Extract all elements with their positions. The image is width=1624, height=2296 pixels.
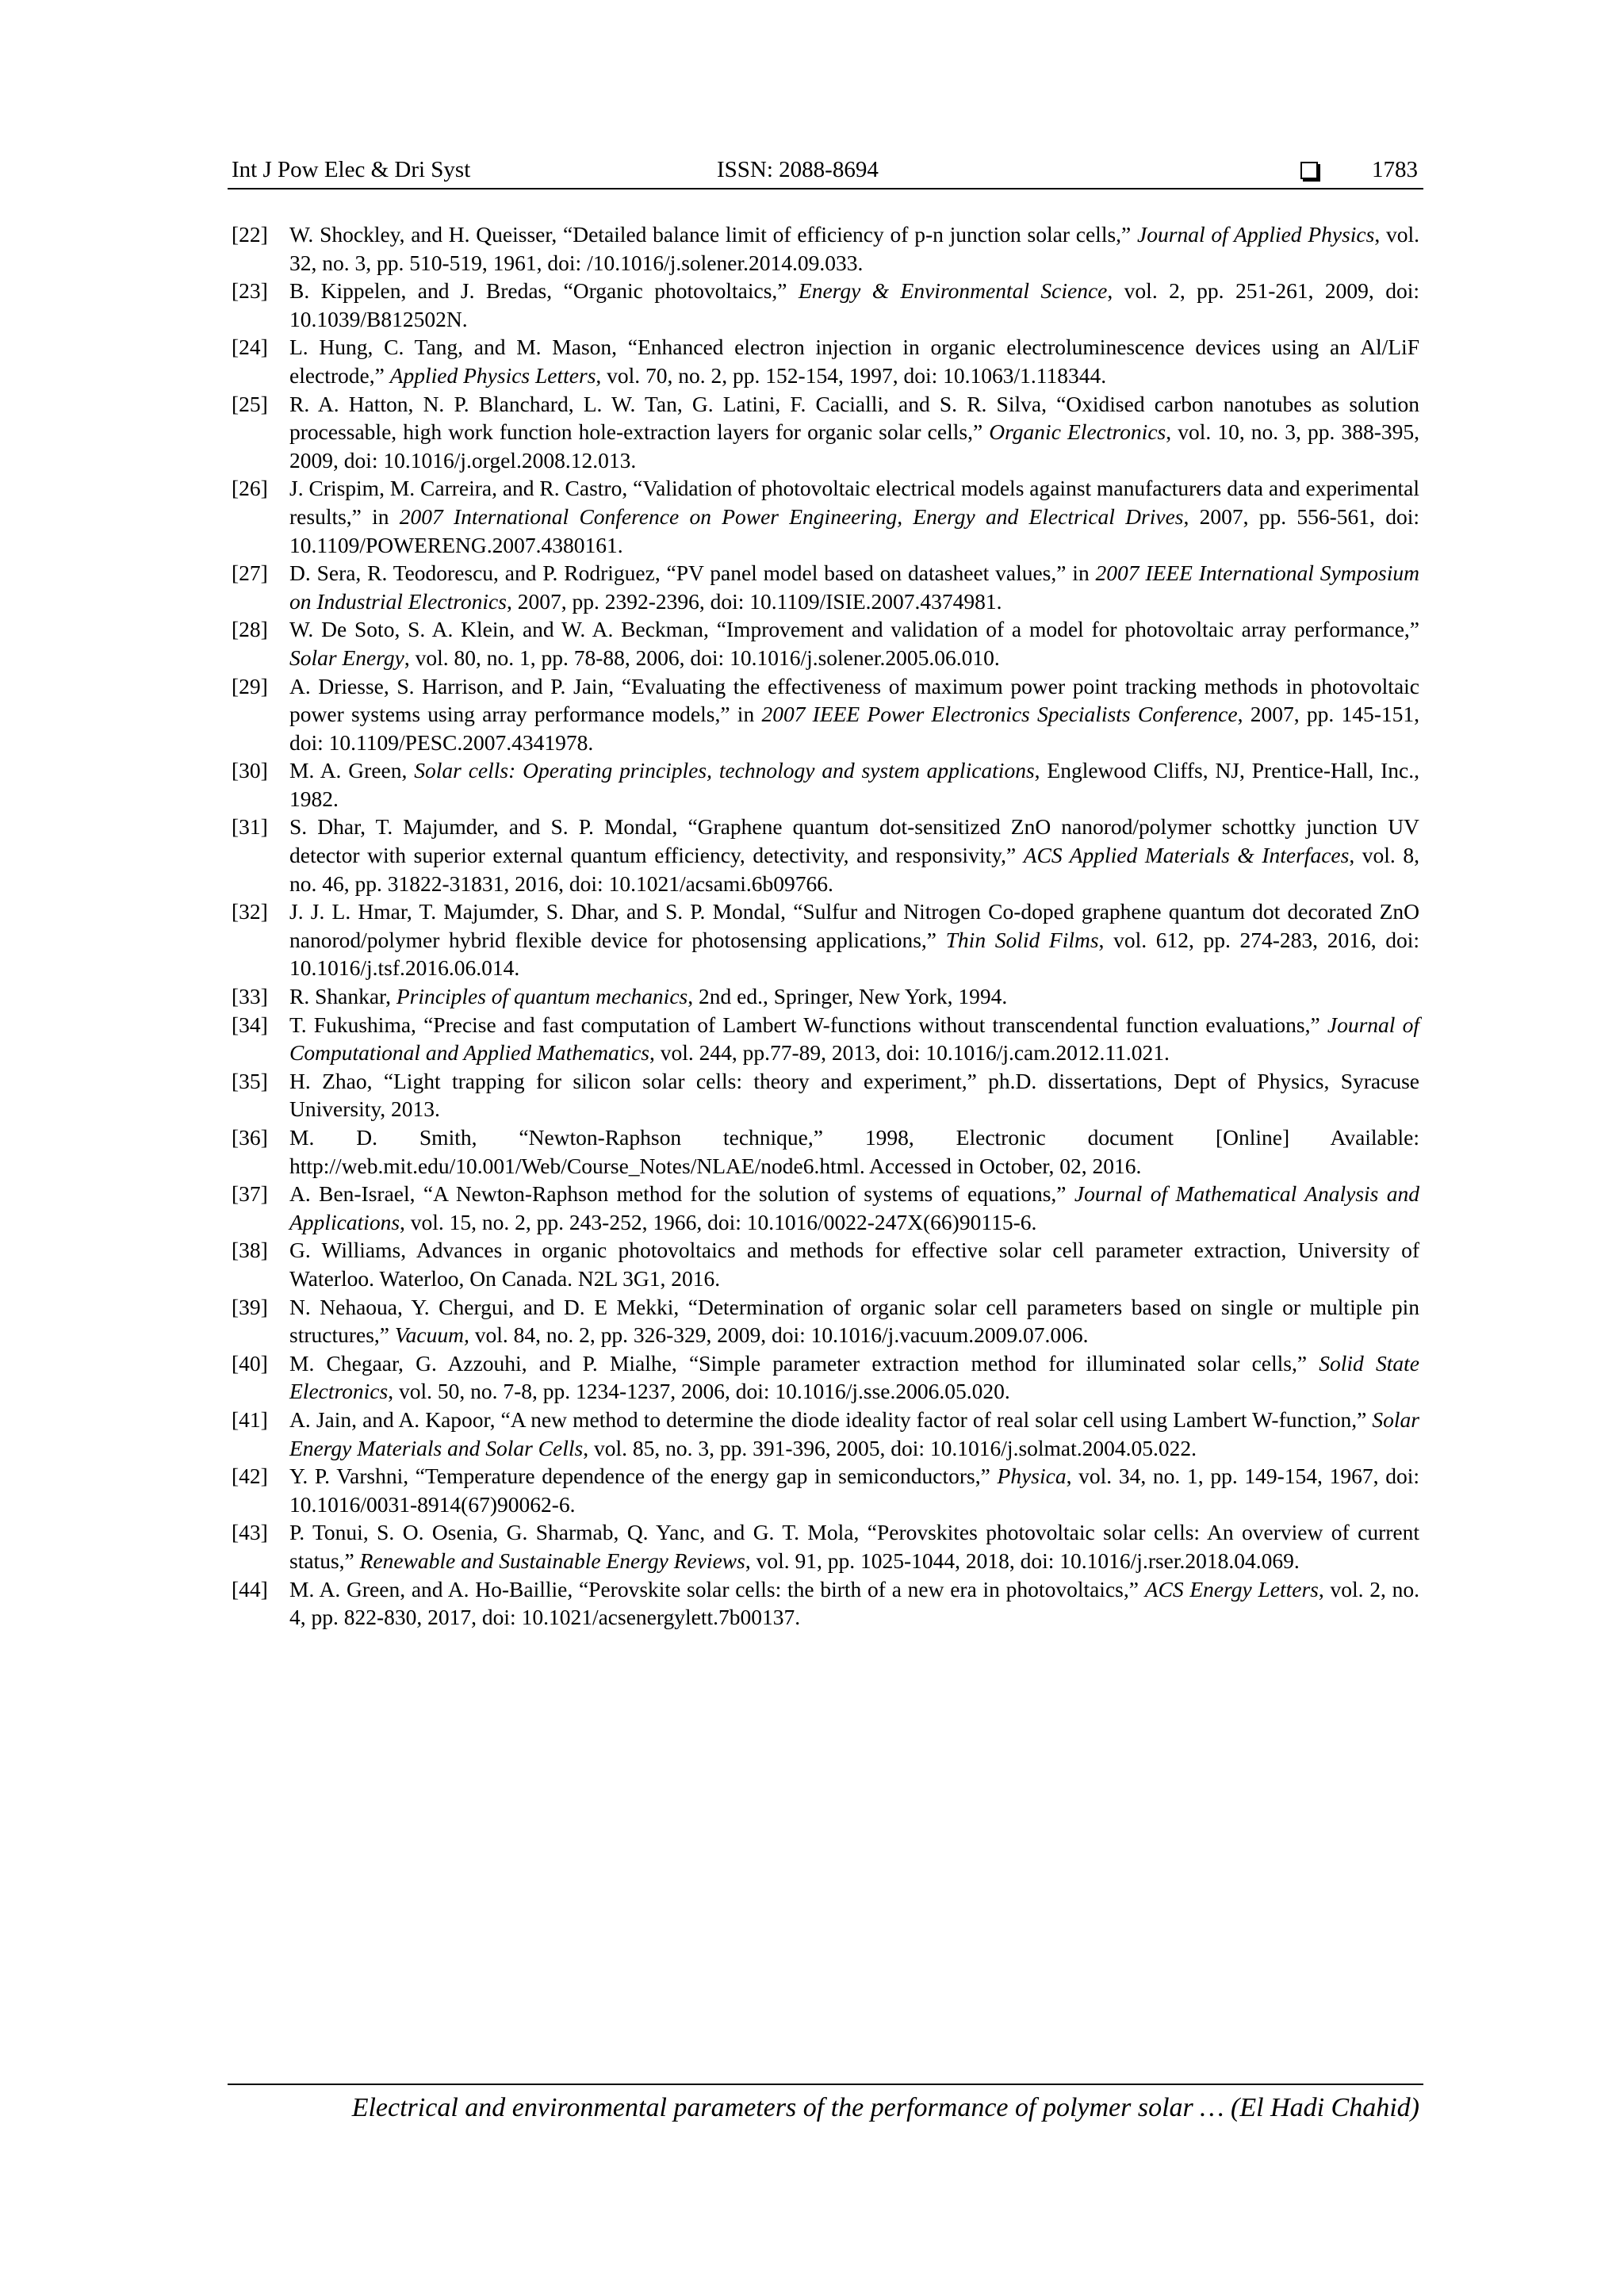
reference-text: M. Chegaar, G. Azzouhi, and P. Mialhe, “Simple parameter extraction method for illuminated solar cells,”	[289, 1350, 1320, 1376]
reference-text: A. Ben-Israel, “A Newton-Raphson method for the solution of systems of equations,”	[289, 1181, 1074, 1207]
reference-source: Journal of Mathematical Analysis and Applications	[289, 1181, 1419, 1234]
reference-source: Organic Electronics	[989, 419, 1166, 445]
reference-item	[232, 1011, 1419, 1067]
reference-source: Solar Energy	[289, 645, 404, 670]
reference-text: G. Williams, Advances in organic photovoltaics and methods for effective solar cell parameter extraction, University of Waterloo. Waterloo, On Canada. N2L 3G1, 2016.	[289, 1238, 1419, 1291]
reference-text: T. Fukushima, “Precise and fast computation of Lambert W-functions without transcendental function evaluations,”	[289, 1012, 1327, 1037]
reference-text: M. A. Green,	[289, 758, 415, 783]
reference-item	[232, 1518, 1419, 1575]
reference-source: 2007 International Conference on Power Engineering, Energy and Electrical Drives	[399, 503, 1184, 529]
running-footer: Electrical and environmental parameters of the performance of polymer solar … (El Hadi Chahid)	[351, 2093, 1419, 2122]
running-header	[232, 155, 1421, 187]
reference-source: ACS Energy Letters	[1144, 1576, 1319, 1601]
reference-item	[232, 813, 1419, 897]
reference-source: Solar cells: Operating principles, technology and system applications	[414, 758, 1035, 783]
reference-details: , vol. 50, no. 7-8, pp. 1234-1237, 2006, doi: 10.1016/j.sse.2006.05.020.	[388, 1379, 1010, 1404]
reference-details: , vol. 80, no. 1, pp. 78-88, 2006, doi: 10.1016/j.solener.2005.06.010.	[404, 645, 1000, 670]
reference-details: , vol. 2, no. 4, pp. 822-830, 2017, doi: 10.1021/acsenergylett.7b00137.	[289, 1576, 1420, 1630]
reference-text: R. Shankar,	[289, 984, 396, 1009]
reference-number: [36]	[232, 1125, 268, 1150]
reference-number: [26]	[232, 476, 268, 501]
reference-text: D. Sera, R. Teodorescu, and P. Rodriguez, “PV panel model based on datasheet values,” in	[289, 561, 1096, 586]
reference-number: [38]	[232, 1238, 268, 1263]
reference-number: [30]	[232, 758, 268, 783]
page-box-icon	[1300, 162, 1318, 179]
reference-text: W. Shockley, and H. Queisser, “Detailed balance limit of efficiency of p-n junction solar cells,”	[289, 222, 1138, 247]
reference-text: S. Dhar, T. Majumder, and S. P. Mondal, “Graphene quantum dot-sensitized ZnO nanorod/polymer schottky junction UV detector with superior external quantum efficiency, detectivity, and responsivity,”	[289, 814, 1419, 868]
reference-number: [27]	[232, 561, 268, 586]
reference-text: R. A. Hatton, N. P. Blanchard, L. W. Tan, G. Latini, F. Cacialli, and S. R. Silva, “Oxidised carbon nanotubes as solution processable, high work function hole-extraction layers for organic solar cells,”	[289, 391, 1419, 445]
reference-item	[232, 1575, 1419, 1632]
reference-text: L. Hung, C. Tang, and M. Mason, “Enhanced electron injection in organic electroluminescence devices using an Al/LiF electrode,”	[289, 335, 1419, 388]
reference-text: M. D. Smith, “Newton-Raphson technique,” 1998, Electronic document [Online] Available: http://web.mit.edu/10.001/Web/Course_Notes/NLAE/node6.html. Accessed in October, 02, 2016.	[289, 1125, 1419, 1178]
page-number: 1783	[1372, 157, 1418, 182]
journal-name: Int J Pow Elec & Dri Syst	[232, 157, 471, 182]
reference-number: [44]	[232, 1576, 268, 1601]
reference-source: Solid State Electronics	[289, 1350, 1419, 1404]
reference-text: W. De Soto, S. A. Klein, and W. A. Beckman, “Improvement and validation of a model for photovoltaic array performance,”	[289, 617, 1419, 642]
reference-source: Principles of quantum mechanics	[396, 984, 688, 1009]
reference-text: P. Tonui, S. O. Osenia, G. Sharmab, Q. Yanc, and G. T. Mola, “Perovskites photovoltaic solar cells: An overview of current status,”	[289, 1520, 1419, 1573]
reference-details: , vol. 70, no. 2, pp. 152-154, 1997, doi: 10.1063/1.118344.	[596, 362, 1107, 388]
reference-details: , vol. 244, pp.77-89, 2013, doi: 10.1016/j.cam.2012.11.021.	[649, 1040, 1170, 1066]
reference-number: [42]	[232, 1464, 268, 1489]
reference-details: , vol. 2, pp. 251-261, 2009, doi: 10.1039/B812502N.	[289, 278, 1419, 331]
reference-details: , 2007, pp. 2392-2396, doi: 10.1109/ISIE.2007.4374981.	[506, 588, 1002, 614]
reference-item	[232, 1293, 1419, 1349]
reference-item	[232, 1406, 1419, 1462]
reference-number: [28]	[232, 617, 268, 642]
reference-number: [33]	[232, 984, 268, 1009]
reference-details: , vol. 32, no. 3, pp. 510-519, 1961, doi: /10.1016/j.solener.2014.09.033.	[289, 222, 1420, 275]
reference-details: , 2007, pp. 145-151, doi: 10.1109/PESC.2007.4341978.	[289, 702, 1419, 755]
reference-source: 2007 IEEE International Symposium on Industrial Electronics	[289, 561, 1419, 614]
reference-text: J. Crispim, M. Carreira, and R. Castro, “Validation of photovoltaic electrical models against manufacturers data and experimental results,” in	[289, 476, 1419, 529]
reference-source: Renewable and Sustainable Energy Reviews	[359, 1548, 745, 1573]
reference-item	[232, 1462, 1419, 1518]
reference-details: , 2nd ed., Springer, New York, 1994.	[688, 984, 1008, 1009]
reference-item	[232, 559, 1419, 615]
reference-number: [25]	[232, 391, 268, 416]
reference-text: J. J. L. Hmar, T. Majumder, S. Dhar, and S. P. Mondal, “Sulfur and Nitrogen Co-doped graphene quantum dot decorated ZnO nanorod/polymer hybrid flexible device for photosensing applications,”	[289, 899, 1419, 952]
reference-details: vol. 84, no. 2, pp. 326-329, 2009, doi: 10.1016/j.vacuum.2009.07.006.	[469, 1322, 1089, 1348]
reference-item	[232, 982, 1419, 1011]
reference-item	[232, 1349, 1419, 1406]
reference-number: [40]	[232, 1350, 268, 1376]
reference-number: [32]	[232, 899, 268, 924]
reference-source: Solar Energy Materials and Solar Cells	[289, 1406, 1419, 1460]
reference-text: H. Zhao, “Light trapping for silicon solar cells: theory and experiment,” ph.D. dissertations, Dept of Physics, Syracuse University, 2013.	[289, 1068, 1419, 1122]
reference-item	[232, 390, 1419, 475]
reference-item	[232, 220, 1419, 277]
reference-item	[232, 756, 1419, 813]
reference-number: [34]	[232, 1012, 268, 1037]
reference-source: ACS Applied Materials & Interfaces	[1023, 843, 1350, 868]
reference-source: Journal of Applied Physics	[1137, 222, 1375, 247]
reference-details: , vol. 612, pp. 274-283, 2016, doi: 10.1016/j.tsf.2016.06.014.	[289, 927, 1419, 981]
reference-number: [37]	[232, 1181, 268, 1207]
reference-source: Thin Solid Films	[945, 927, 1099, 952]
reference-text: B. Kippelen, and J. Bredas, “Organic photovoltaics,”	[289, 278, 799, 304]
reference-list	[232, 220, 1419, 1632]
reference-text: Y. P. Varshni, “Temperature dependence of the energy gap in semiconductors,”	[289, 1464, 998, 1489]
reference-item	[232, 672, 1419, 757]
reference-text: A. Jain, and A. Kapoor, “A new method to determine the diode ideality factor of real solar cell using Lambert W-function,”	[289, 1406, 1373, 1432]
reference-details: , Englewood Cliffs, NJ, Prentice-Hall, Inc., 1982.	[289, 758, 1419, 811]
reference-item	[232, 897, 1419, 982]
reference-item	[232, 277, 1419, 333]
header-divider	[228, 188, 1423, 189]
reference-details: , vol. 8, no. 46, pp. 31822-31831, 2016, doi: 10.1021/acsami.6b09766.	[289, 843, 1420, 896]
reference-source: Applied Physics Letters	[389, 362, 596, 388]
reference-number: [43]	[232, 1520, 268, 1545]
reference-source: Journal of Computational and Applied Mathematics	[289, 1012, 1419, 1066]
reference-number: [41]	[232, 1406, 268, 1432]
reference-item	[232, 615, 1419, 672]
reference-item	[232, 333, 1419, 389]
reference-details: , vol. 91, pp. 1025-1044, 2018, doi: 10.1016/j.rser.2018.04.069.	[745, 1548, 1300, 1573]
reference-text: A. Driesse, S. Harrison, and P. Jain, “Evaluating the effectiveness of maximum power point tracking methods in photovoltaic power systems using array performance models,” in	[289, 673, 1419, 727]
footer-divider	[228, 2084, 1423, 2085]
reference-source: Vacuum,	[394, 1322, 469, 1348]
reference-text: M. A. Green, and A. Ho-Baillie, “Perovskite solar cells: the birth of a new era in photovoltaics,”	[289, 1576, 1145, 1601]
reference-number: [24]	[232, 335, 268, 360]
reference-details: , vol. 15, no. 2, pp. 243-252, 1966, doi: 10.1016/0022-247X(66)90115-6.	[400, 1209, 1037, 1234]
issn: ISSN: 2088-8694	[717, 157, 879, 182]
reference-source: 2007 IEEE Power Electronics Specialists Conference	[761, 702, 1238, 727]
reference-source: Energy & Environmental Science	[798, 278, 1108, 304]
reference-details: , 2007, pp. 556-561, doi: 10.1109/POWERENG.2007.4380161.	[289, 503, 1419, 557]
reference-number: [23]	[232, 278, 268, 304]
reference-item	[232, 1123, 1419, 1180]
reference-details: , vol. 10, no. 3, pp. 388-395, 2009, doi: 10.1016/j.orgel.2008.12.013.	[289, 419, 1419, 473]
reference-details: , vol. 85, no. 3, pp. 391-396, 2005, doi: 10.1016/j.solmat.2004.05.022.	[583, 1435, 1197, 1460]
reference-number: [35]	[232, 1068, 268, 1093]
reference-text: N. Nehaoua, Y. Chergui, and D. E Mekki, “Determination of organic solar cell parameters based on single or multiple pin structures,”	[289, 1294, 1419, 1348]
reference-item	[232, 1067, 1419, 1123]
reference-number: [22]	[232, 222, 268, 247]
reference-source: Physica	[997, 1464, 1067, 1489]
reference-details: , vol. 34, no. 1, pp. 149-154, 1967, doi: 10.1016/0031-8914(67)90062-6.	[289, 1464, 1419, 1517]
reference-number: [31]	[232, 814, 268, 840]
reference-item	[232, 1236, 1419, 1292]
reference-item	[232, 474, 1419, 559]
reference-number: [29]	[232, 673, 268, 698]
reference-item	[232, 1180, 1419, 1236]
reference-number: [39]	[232, 1294, 268, 1319]
